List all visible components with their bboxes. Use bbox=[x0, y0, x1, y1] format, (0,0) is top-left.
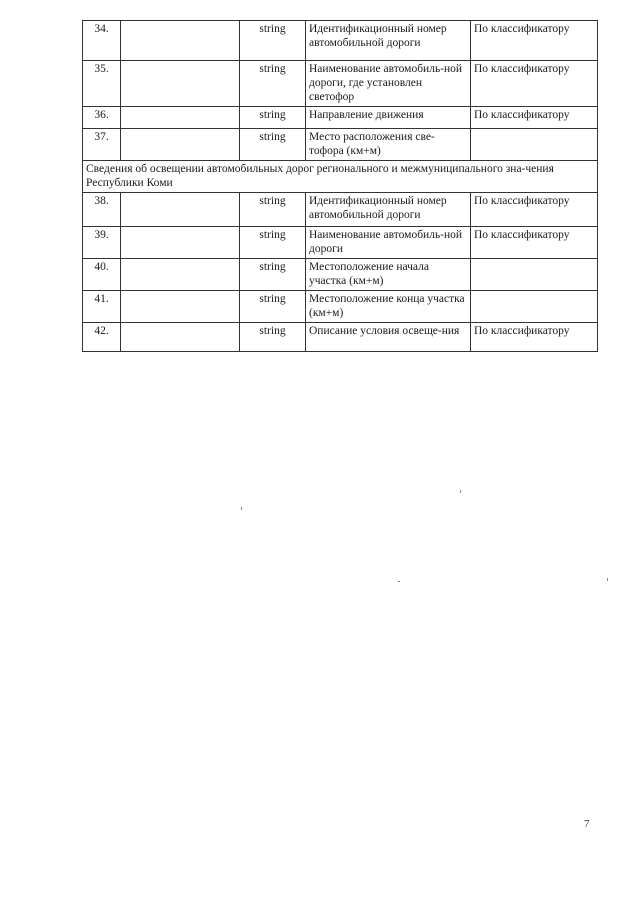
row-description: Идентификационный номер автомобильной дороги bbox=[306, 193, 471, 227]
row-description: Местоположение конца участка (км+м) bbox=[306, 291, 471, 323]
page-number: 7 bbox=[584, 818, 590, 830]
table-row bbox=[83, 227, 598, 259]
row-type: string bbox=[240, 129, 306, 161]
row-source bbox=[471, 259, 598, 291]
row-number: 34. bbox=[83, 21, 121, 61]
scan-artifact bbox=[607, 578, 608, 581]
scan-artifact bbox=[398, 581, 400, 582]
row-source: По классификатору bbox=[471, 227, 598, 259]
row-source bbox=[471, 291, 598, 323]
scan-artifact bbox=[460, 490, 461, 493]
row-code bbox=[121, 129, 240, 161]
row-type: string bbox=[240, 227, 306, 259]
table-row bbox=[83, 61, 598, 107]
row-code bbox=[121, 227, 240, 259]
row-type: string bbox=[240, 61, 306, 107]
row-code bbox=[121, 21, 240, 61]
table-row bbox=[83, 21, 598, 61]
row-description: Направление движения bbox=[306, 107, 471, 129]
row-number: 41. bbox=[83, 291, 121, 323]
table-row bbox=[83, 193, 598, 227]
table-row bbox=[83, 259, 598, 291]
row-type: string bbox=[240, 291, 306, 323]
row-source: По классификатору bbox=[471, 21, 598, 61]
data-spec-table bbox=[82, 20, 598, 352]
row-number: 35. bbox=[83, 61, 121, 107]
row-description: Место расположения све-тофора (км+м) bbox=[306, 129, 471, 161]
row-type: string bbox=[240, 193, 306, 227]
row-source: По классификатору bbox=[471, 107, 598, 129]
row-description: Наименование автомобиль-ной дороги, где установлен светофор bbox=[306, 61, 471, 107]
table-row bbox=[83, 291, 598, 323]
row-type: string bbox=[240, 21, 306, 61]
row-description: Идентификационный номер автомобильной дороги bbox=[306, 21, 471, 61]
row-type: string bbox=[240, 259, 306, 291]
row-description: Наименование автомобиль-ной дороги bbox=[306, 227, 471, 259]
row-number: 39. bbox=[83, 227, 121, 259]
row-number: 36. bbox=[83, 107, 121, 129]
row-code bbox=[121, 291, 240, 323]
row-code bbox=[121, 259, 240, 291]
row-number: 38. bbox=[83, 193, 121, 227]
row-source: По классификатору bbox=[471, 323, 598, 352]
row-number: 42. bbox=[83, 323, 121, 352]
row-code bbox=[121, 61, 240, 107]
row-type: string bbox=[240, 323, 306, 352]
row-source: По классификатору bbox=[471, 61, 598, 107]
row-code bbox=[121, 323, 240, 352]
row-source bbox=[471, 129, 598, 161]
scan-artifact bbox=[241, 507, 242, 510]
row-description: Местоположение начала участка (км+м) bbox=[306, 259, 471, 291]
row-source: По классификатору bbox=[471, 193, 598, 227]
table-row bbox=[83, 129, 598, 161]
section-title: Сведения об освещении автомобильных дорог регионального и межмуниципального зна-чения Республики Коми bbox=[83, 161, 598, 193]
section-header-row bbox=[83, 161, 598, 193]
row-number: 37. bbox=[83, 129, 121, 161]
table-row bbox=[83, 323, 598, 352]
row-code bbox=[121, 107, 240, 129]
row-description: Описание условия освеще-ния bbox=[306, 323, 471, 352]
row-type: string bbox=[240, 107, 306, 129]
row-number: 40. bbox=[83, 259, 121, 291]
table-row bbox=[83, 107, 598, 129]
row-code bbox=[121, 193, 240, 227]
